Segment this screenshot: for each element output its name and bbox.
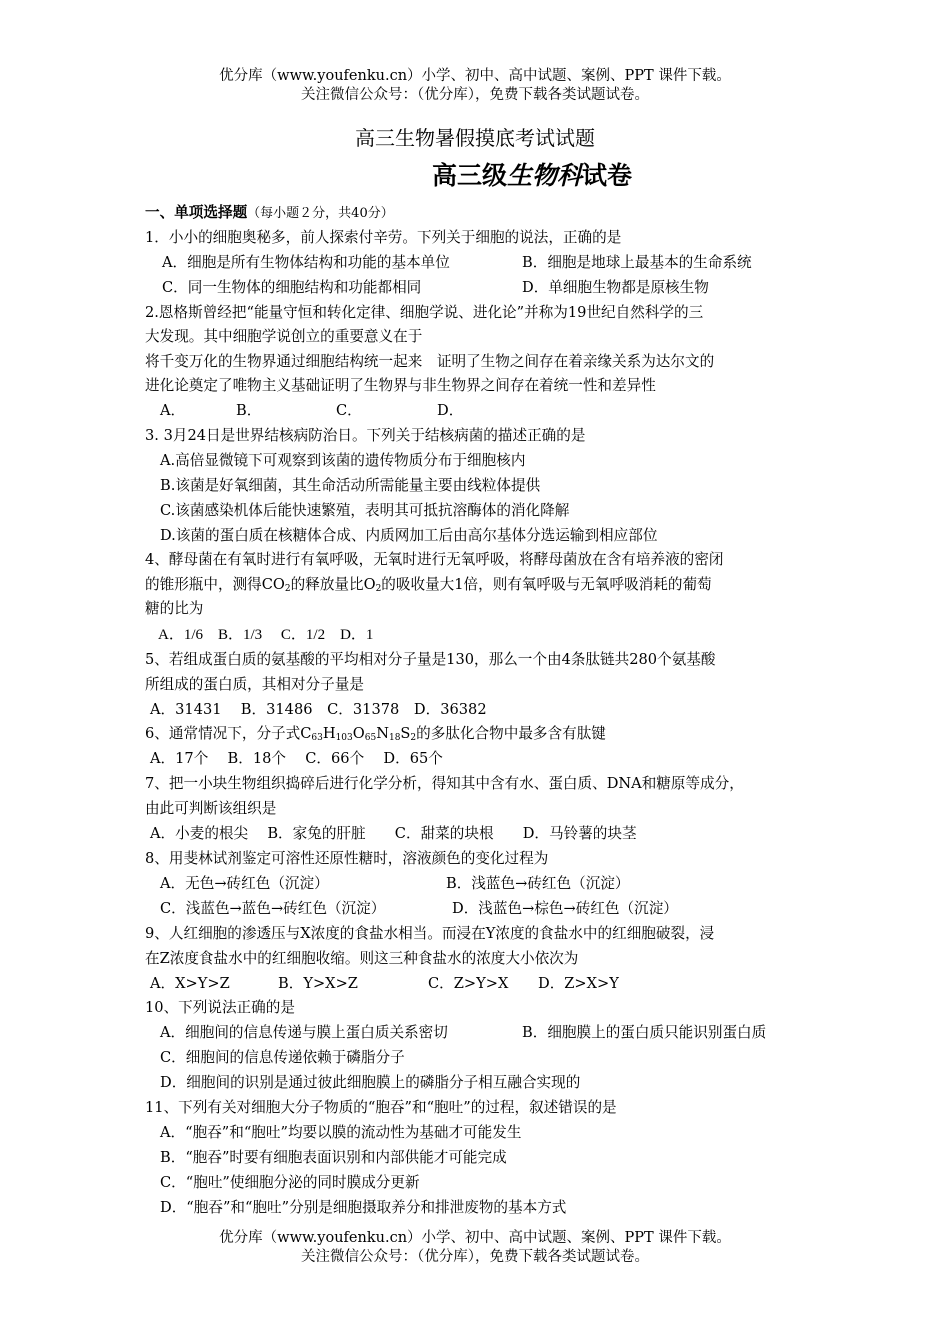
q6-sub-s: 2	[410, 733, 417, 743]
section-heading-text: 一、单项选择题	[145, 204, 248, 221]
q9-option-d: D．Z>X>Y	[538, 975, 619, 992]
q4-stem-1: 4、酵母菌在有氧时进行有氧呼吸，无氧时进行无氧呼吸，将酵母菌放在含有培养液的密闭	[145, 551, 724, 568]
q4-stem-3: 糖的比为	[145, 600, 204, 617]
q10-option-c: C．细胞间的信息传递依赖于磷脂分子	[160, 1049, 405, 1066]
q4-stem-2	[145, 575, 712, 595]
q9-option-c: C．Z>Y>X	[428, 975, 509, 992]
q6-sub-h: 103	[335, 733, 353, 743]
q10-option-a: A．细胞间的信息传递与膜上蛋白质关系密切	[160, 1024, 448, 1041]
q9-stem-2: 在Z浓度食盐水中的红细胞收缩。则这三种食盐水的浓度大小依次为	[145, 950, 579, 967]
q8-option-c: C．浅蓝色→蓝色→砖红色（沉淀）	[160, 900, 386, 917]
q5-stem-1: 5、若组成蛋白质的氨基酸的平均相对分子量是130，那么一个由4条肽链共280个氨基酸	[145, 651, 716, 668]
q7-stem-2: 由此可判断该组织是	[145, 800, 277, 817]
header-line-1: 优分库（www.youfenku.cn）小学、初中、高中试题、案例、PPT 课件下载。	[219, 68, 731, 84]
q6-sub-o: 65	[364, 733, 377, 743]
q6-post: 的多肽化合物中最多含有肽键	[416, 725, 606, 742]
q6-el-s: S	[400, 725, 411, 742]
q8-option-a: A．无色→砖红色（沉淀）	[160, 875, 329, 892]
q6-el-n: N	[376, 725, 389, 742]
q1-option-c: C．同一生物体的细胞结构和功能都相同	[162, 279, 422, 296]
q3-option-a: A.高倍显微镜下可观察到该菌的遗传物质分布于细胞核内	[160, 452, 526, 469]
q1-option-a: A．细胞是所有生物体结构和功能的基本单位	[162, 254, 450, 271]
q6-sub-c: 63	[311, 733, 323, 743]
q6-pre: 6、通常情况下，分子式C	[145, 725, 312, 742]
q6-el-o: O	[352, 725, 365, 742]
header-line-2: 关注微信公众号：（优分库），免费下载各类试题试卷。	[301, 87, 649, 103]
q6-options: A．17个 B．18个 C．66个 D．65个	[150, 750, 443, 767]
q6-stem	[145, 724, 606, 744]
footer-line-1: 优分库（www.youfenku.cn）小学、初中、高中试题、案例、PPT 课件下载。	[219, 1230, 731, 1246]
q6-el-h: H	[322, 725, 336, 742]
q2-stem-4: 进化论奠定了唯物主义基础证明了生物界与非生物界之间存在着统一性和差异性	[145, 377, 656, 394]
q7-stem-1: 7、把一小块生物组织捣碎后进行化学分析，得知其中含有水、蛋白质、DNA和糖原等成分，	[145, 775, 744, 792]
q7-options: A．小麦的根尖 B．家兔的肝脏 C．甜菜的块根 D．马铃薯的块茎	[150, 825, 637, 842]
q6-sub-n: 18	[388, 733, 401, 743]
q3-stem: 3. 3月24日是世界结核病防治日。下列关于结核病菌的描述正确的是	[145, 427, 586, 444]
q4-options: A．1/6 B．1/3 C．1/2 D．1	[158, 627, 374, 643]
footer-line-2: 关注微信公众号：（优分库），免费下载各类试题试卷。	[301, 1249, 649, 1265]
q4-text-b: 的释放量比O	[290, 576, 376, 593]
q11-option-b: B．“胞吞”时要有细胞表面识别和内部供能才可能完成	[160, 1149, 507, 1166]
q10-option-d: D．细胞间的识别是通过彼此细胞膜上的磷脂分子相互融合实现的	[160, 1074, 581, 1091]
q5-stem-2: 所组成的蛋白质，其相对分子量是	[145, 676, 364, 693]
q4-text-c: 的吸收量大1倍，则有氧呼吸与无氧呼吸消耗的葡萄	[381, 576, 712, 593]
subtitle-paper: 试卷	[582, 161, 633, 190]
q8-option-b: B．浅蓝色→砖红色（沉淀）	[446, 875, 630, 892]
q11-option-d: D．“胞吞”和“胞吐”分别是细胞摄取养分和排泄废物的基本方式	[160, 1199, 567, 1216]
q4-sub-2: 2	[375, 584, 382, 594]
q2-option-d: D．	[437, 402, 464, 419]
exam-title: 高三生物暑假摸底考试试题	[355, 126, 595, 150]
q2-option-c: C．	[336, 402, 362, 419]
q11-option-c: C．“胞吐”使细胞分泌的同时膜成分更新	[160, 1174, 420, 1191]
q2-stem-2: 大发现。其中细胞学说创立的重要意义在于	[145, 328, 423, 345]
q1-stem: 1．小小的细胞奥秘多，前人探索付辛劳。下列关于细胞的说法，正确的是	[145, 229, 622, 246]
exam-subtitle	[432, 156, 632, 192]
q4-text-a: 的锥形瓶中，测得CO	[145, 576, 285, 593]
q1-option-b: B．细胞是地球上最基本的生命系统	[522, 254, 752, 271]
q5-options: A．31431 B．31486 C．31378 D．36382	[150, 701, 487, 718]
q4-sub-1: 2	[284, 584, 291, 594]
subtitle-grade: 高三级	[432, 161, 508, 190]
q2-option-a: A．	[160, 402, 186, 419]
q9-stem-1: 9、人红细胞的渗透压与X浓度的食盐水相当。而浸在Y浓度的食盐水中的红细胞破裂，浸	[145, 925, 715, 942]
q2-option-b: B．	[236, 402, 262, 419]
q9-option-a: A．X>Y>Z	[150, 975, 230, 992]
q11-option-a: A．“胞吞”和“胞吐”均要以膜的流动性为基础才可能发生	[160, 1124, 522, 1141]
q1-option-d: D．单细胞生物都是原核生物	[522, 279, 709, 296]
q10-option-b: B．细胞膜上的蛋白质只能识别蛋白质	[522, 1024, 767, 1041]
q11-stem: 11、下列有关对细胞大分子物质的“胞吞”和“胞吐”的过程，叙述错误的是	[145, 1099, 617, 1116]
section-heading	[145, 203, 394, 224]
q2-stem-1: 2.恩格斯曾经把“能量守恒和转化定律、细胞学说、进化论”并称为19世纪自然科学的三	[145, 304, 704, 321]
subtitle-subject: 生物科	[507, 161, 583, 190]
q9-option-b: B．Y>X>Z	[278, 975, 358, 992]
q10-stem: 10、下列说法正确的是	[145, 999, 295, 1016]
q3-option-c: C.该菌感染机体后能快速繁殖，表明其可抵抗溶酶体的消化降解	[160, 502, 570, 519]
q8-option-d: D．浅蓝色→棕色→砖红色（沉淀）	[452, 900, 678, 917]
q3-option-b: B.该菌是好氧细菌，其生命活动所需能量主要由线粒体提供	[160, 477, 541, 494]
q2-stem-3: 将千变万化的生物界通过细胞结构统一起来 证明了生物之间存在着亲缘关系为达尔文的	[145, 353, 715, 370]
section-note: （每小题２分，共40分）	[247, 206, 394, 221]
q3-option-d: D.该菌的蛋白质在核糖体合成、内质网加工后由高尔基体分选运输到相应部位	[160, 527, 658, 544]
q8-stem: 8、用斐林试剂鉴定可溶性还原性糖时，溶液颜色的变化过程为	[145, 850, 549, 867]
